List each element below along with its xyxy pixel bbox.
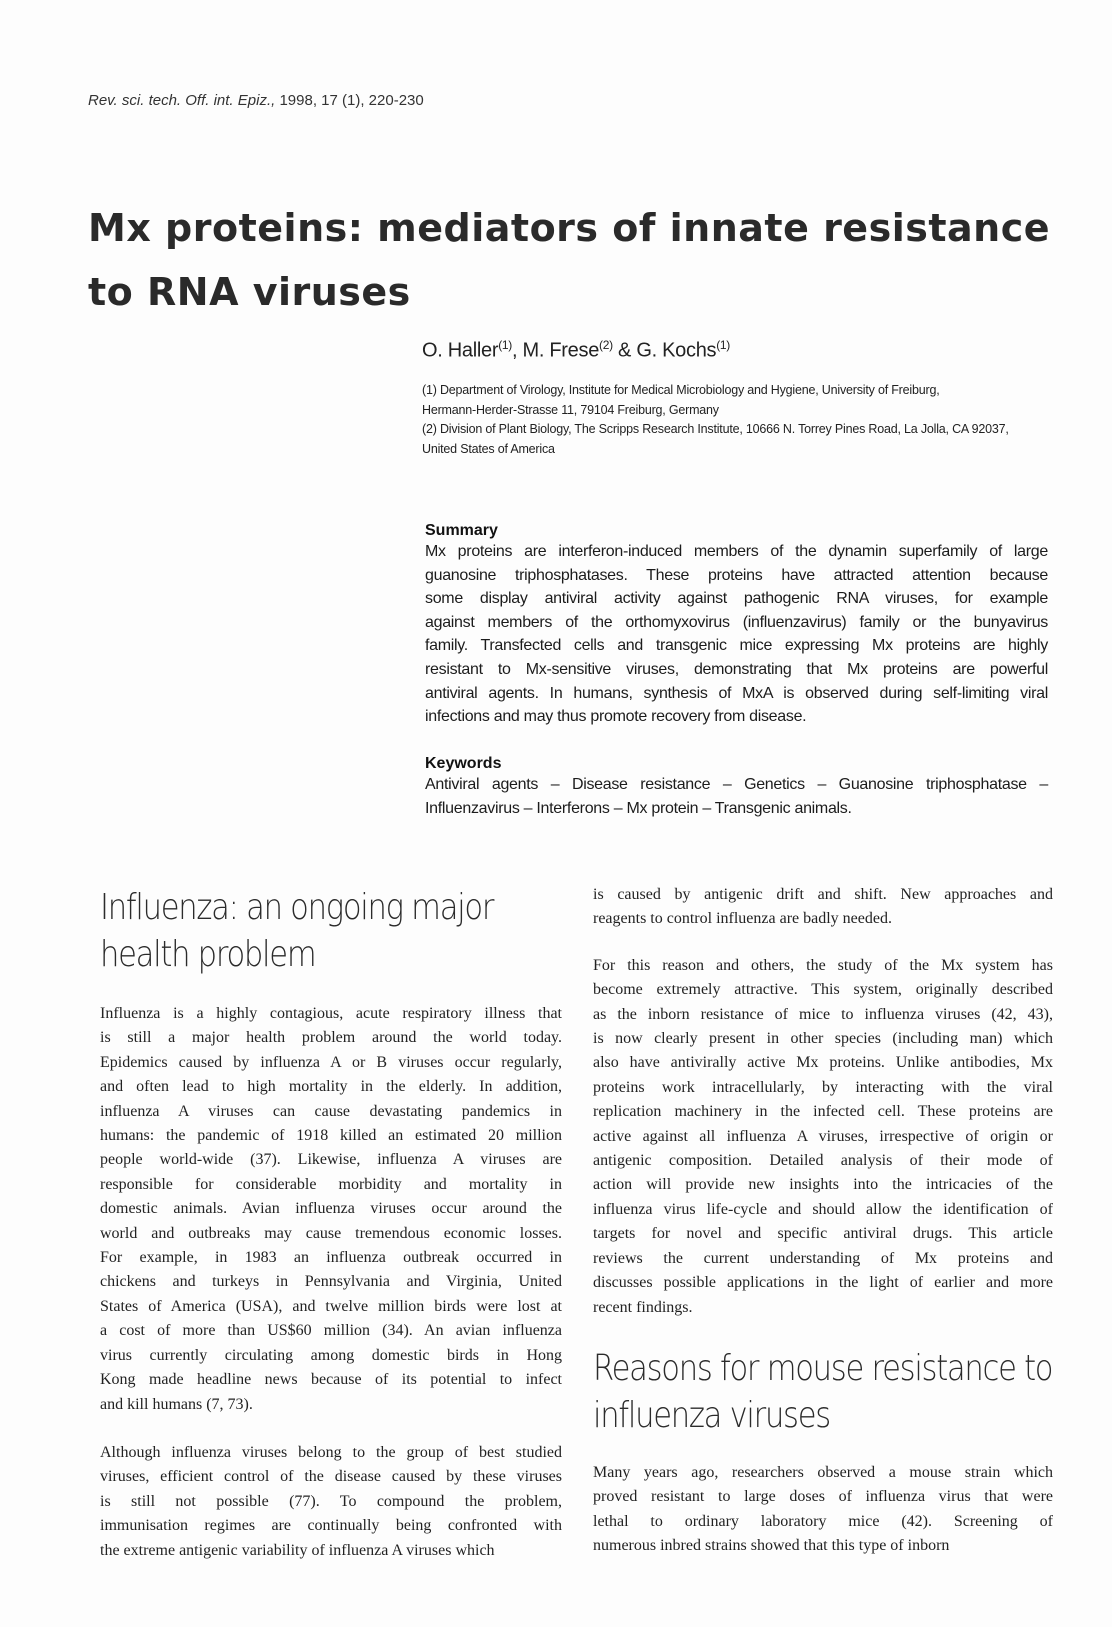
section-heading-influenza	[100, 884, 493, 978]
text-line: States of America (USA), and twelve million birds were lost at	[100, 1297, 562, 1315]
affiliation-line: United States of America	[422, 441, 555, 456]
text-line: For example, in 1983 an influenza outbreak occurred in	[100, 1249, 562, 1267]
separator: &	[612, 339, 637, 362]
text-line: guanosine triphosphatases. These proteins have attracted attention because	[425, 566, 1048, 584]
text-line: become extremely attractive. This system, originally described	[593, 981, 1053, 999]
text-line: antigenic composition. Detailed analysis of their mode of	[593, 1152, 1053, 1170]
title-line: to RNA viruses	[88, 270, 411, 314]
text-line: Kong made headline news because of its potential to infect	[100, 1371, 562, 1389]
paragraph	[100, 1441, 562, 1563]
text-line: For this reason and others, the study of the Mx system has	[593, 956, 1053, 974]
text-line: against members of the orthomyxovirus (influenzavirus) family or the bunyavirus	[425, 613, 1048, 631]
text-line: is still a major health problem around the world today.	[100, 1029, 562, 1047]
text-line: Influenza is a highly contagious, acute respiratory illness that	[100, 1005, 562, 1022]
text-line: lethal to ordinary laboratory mice (42). Screening of	[593, 1512, 1053, 1530]
paragraph	[593, 883, 1053, 932]
text-line: influenza virus life-cycle and should allow the identification of	[593, 1200, 1053, 1218]
text-line: numerous inbred strains showed that this type of inborn	[593, 1537, 950, 1555]
affiliation-line: (1) Department of Virology, Institute for Medical Microbiology and Hygiene, University of Freiburg,	[422, 383, 940, 397]
author-name: O. Haller	[422, 339, 499, 362]
affiliation-line: (2) Division of Plant Biology, The Scripps Research Institute, 10666 N. Torrey Pines Road, La Jolla, CA 92037,	[422, 422, 1009, 436]
text-line: Although influenza viruses belong to the group of best studied	[100, 1443, 562, 1461]
text-line: virus currently circulating among domestic birds in Hong	[100, 1346, 562, 1364]
text-line: Epidemics caused by influenza A or B viruses occur regularly,	[100, 1053, 562, 1071]
text-line: responsible for considerable morbidity and mortality in	[100, 1175, 562, 1193]
text-line: humans: the pandemic of 1918 killed an estimated 20 million	[100, 1127, 562, 1145]
heading-line: influenza viruses	[593, 1394, 830, 1436]
author-affiliation: (2)	[599, 338, 613, 352]
text-line: family. Transfected cells and transgenic mice expressing Mx proteins are highly	[425, 637, 1048, 655]
text-line: infections and may thus promote recovery from disease.	[425, 708, 807, 726]
text-line: Antiviral agents – Disease resistance – Genetics – Guanosine triphosphatase –	[425, 776, 1048, 793]
text-line: as the inborn resistance of mice to influenza viruses (42, 43),	[593, 1005, 1053, 1023]
summary-text	[425, 540, 1048, 729]
heading-line: health problem	[100, 934, 316, 975]
paragraph	[593, 1461, 1053, 1559]
journal-name: Rev. sci. tech. Off. int. Epiz.,	[88, 92, 276, 109]
text-line: is still not possible (77). To compound the problem,	[100, 1492, 562, 1510]
text-line: Mx proteins are interferon-induced members of the dynamin superfamily of large	[425, 543, 1048, 560]
text-line: proved resistant to large doses of influenza virus that were	[593, 1488, 1053, 1506]
journal-citation	[88, 92, 424, 109]
text-line: also have antivirally active Mx proteins. Unlike antibodies, Mx	[593, 1054, 1053, 1072]
article-title	[88, 196, 1050, 324]
author-affiliation: (1)	[498, 338, 512, 352]
text-line: viruses, efficient control of the disease caused by these viruses	[100, 1468, 562, 1486]
paragraph	[593, 954, 1053, 1320]
keywords-text	[425, 773, 1048, 820]
journal-volume: 1998, 17 (1), 220-230	[275, 92, 424, 109]
author-affiliation: (1)	[716, 338, 730, 352]
text-line: resistant to Mx-sensitive viruses, demonstrating that Mx proteins are powerful	[425, 660, 1048, 678]
text-line: discusses possible applications in the light of earlier and more	[593, 1274, 1053, 1292]
text-line: targets for novel and specific antiviral drugs. This article	[593, 1225, 1053, 1243]
text-line: is now clearly present in other species (including man) which	[593, 1030, 1053, 1048]
heading-line: Influenza: an ongoing major	[100, 887, 494, 928]
separator: ,	[512, 339, 523, 362]
text-line: reviews the current understanding of Mx proteins and	[593, 1249, 1053, 1267]
left-body-text	[100, 1002, 562, 1563]
text-line: chickens and turkeys in Pennsylvania and Virginia, United	[100, 1273, 562, 1291]
left-column	[100, 884, 562, 1563]
author-name: M. Frese	[522, 339, 600, 362]
text-line: reagents to control influenza are badly needed.	[593, 910, 892, 928]
text-line: and often lead to high mortality in the elderly. In addition,	[100, 1078, 562, 1096]
text-line: people world-wide (37). Likewise, influenza A viruses are	[100, 1151, 562, 1169]
section-heading-mouse-resistance	[593, 1345, 1053, 1439]
text-line: the extreme antigenic variability of influenza A viruses which	[100, 1541, 495, 1559]
text-line: replication machinery in the infected cell. These proteins are	[593, 1103, 1053, 1121]
text-line: influenza A viruses can cause devastating pandemics in	[100, 1102, 562, 1120]
text-line: Many years ago, researchers observed a mouse strain which	[593, 1463, 1053, 1481]
right-column	[593, 883, 1053, 1559]
right-body-text-2	[593, 1461, 1053, 1559]
text-line: and kill humans (7, 73).	[100, 1395, 253, 1413]
text-line: active against all influenza A viruses, irrespective of origin or	[593, 1127, 1053, 1145]
text-line: recent findings.	[593, 1298, 693, 1316]
author-name: G. Kochs	[636, 339, 717, 362]
text-line: action will provide new insights into the intricacies of the	[593, 1176, 1053, 1194]
summary-section	[425, 522, 1048, 729]
paragraph	[100, 1002, 562, 1417]
text-line: Influenzavirus – Interferons – Mx protein – Transgenic animals.	[425, 799, 852, 817]
right-body-text	[593, 883, 1053, 1320]
keywords-heading: Keywords	[425, 755, 502, 772]
text-line: is caused by antigenic drift and shift. New approaches and	[593, 886, 1053, 903]
affiliation-line: Hermann-Herder-Strasse 11, 79104 Freiburg, Germany	[422, 402, 719, 417]
text-line: a cost of more than US$60 million (34). An avian influenza	[100, 1322, 562, 1340]
text-line: proteins work intracellularly, by interacting with the viral	[593, 1078, 1053, 1096]
affiliations	[422, 381, 1052, 459]
text-line: antiviral agents. In humans, synthesis of MxA is observed during self-limiting viral	[425, 684, 1048, 702]
authors	[422, 338, 730, 363]
text-line: domestic animals. Avian influenza viruses occur around the	[100, 1200, 562, 1218]
text-line: immunisation regimes are continually being confronted with	[100, 1517, 562, 1535]
summary-heading: Summary	[425, 522, 498, 539]
text-line: some display antiviral activity against pathogenic RNA viruses, for example	[425, 590, 1048, 608]
heading-line: Reasons for mouse resistance to	[593, 1347, 1053, 1389]
keywords-section	[425, 755, 1048, 820]
text-line: world and outbreaks may cause tremendous economic losses.	[100, 1224, 562, 1242]
title-line: Mx proteins: mediators of innate resistance	[88, 206, 1050, 250]
